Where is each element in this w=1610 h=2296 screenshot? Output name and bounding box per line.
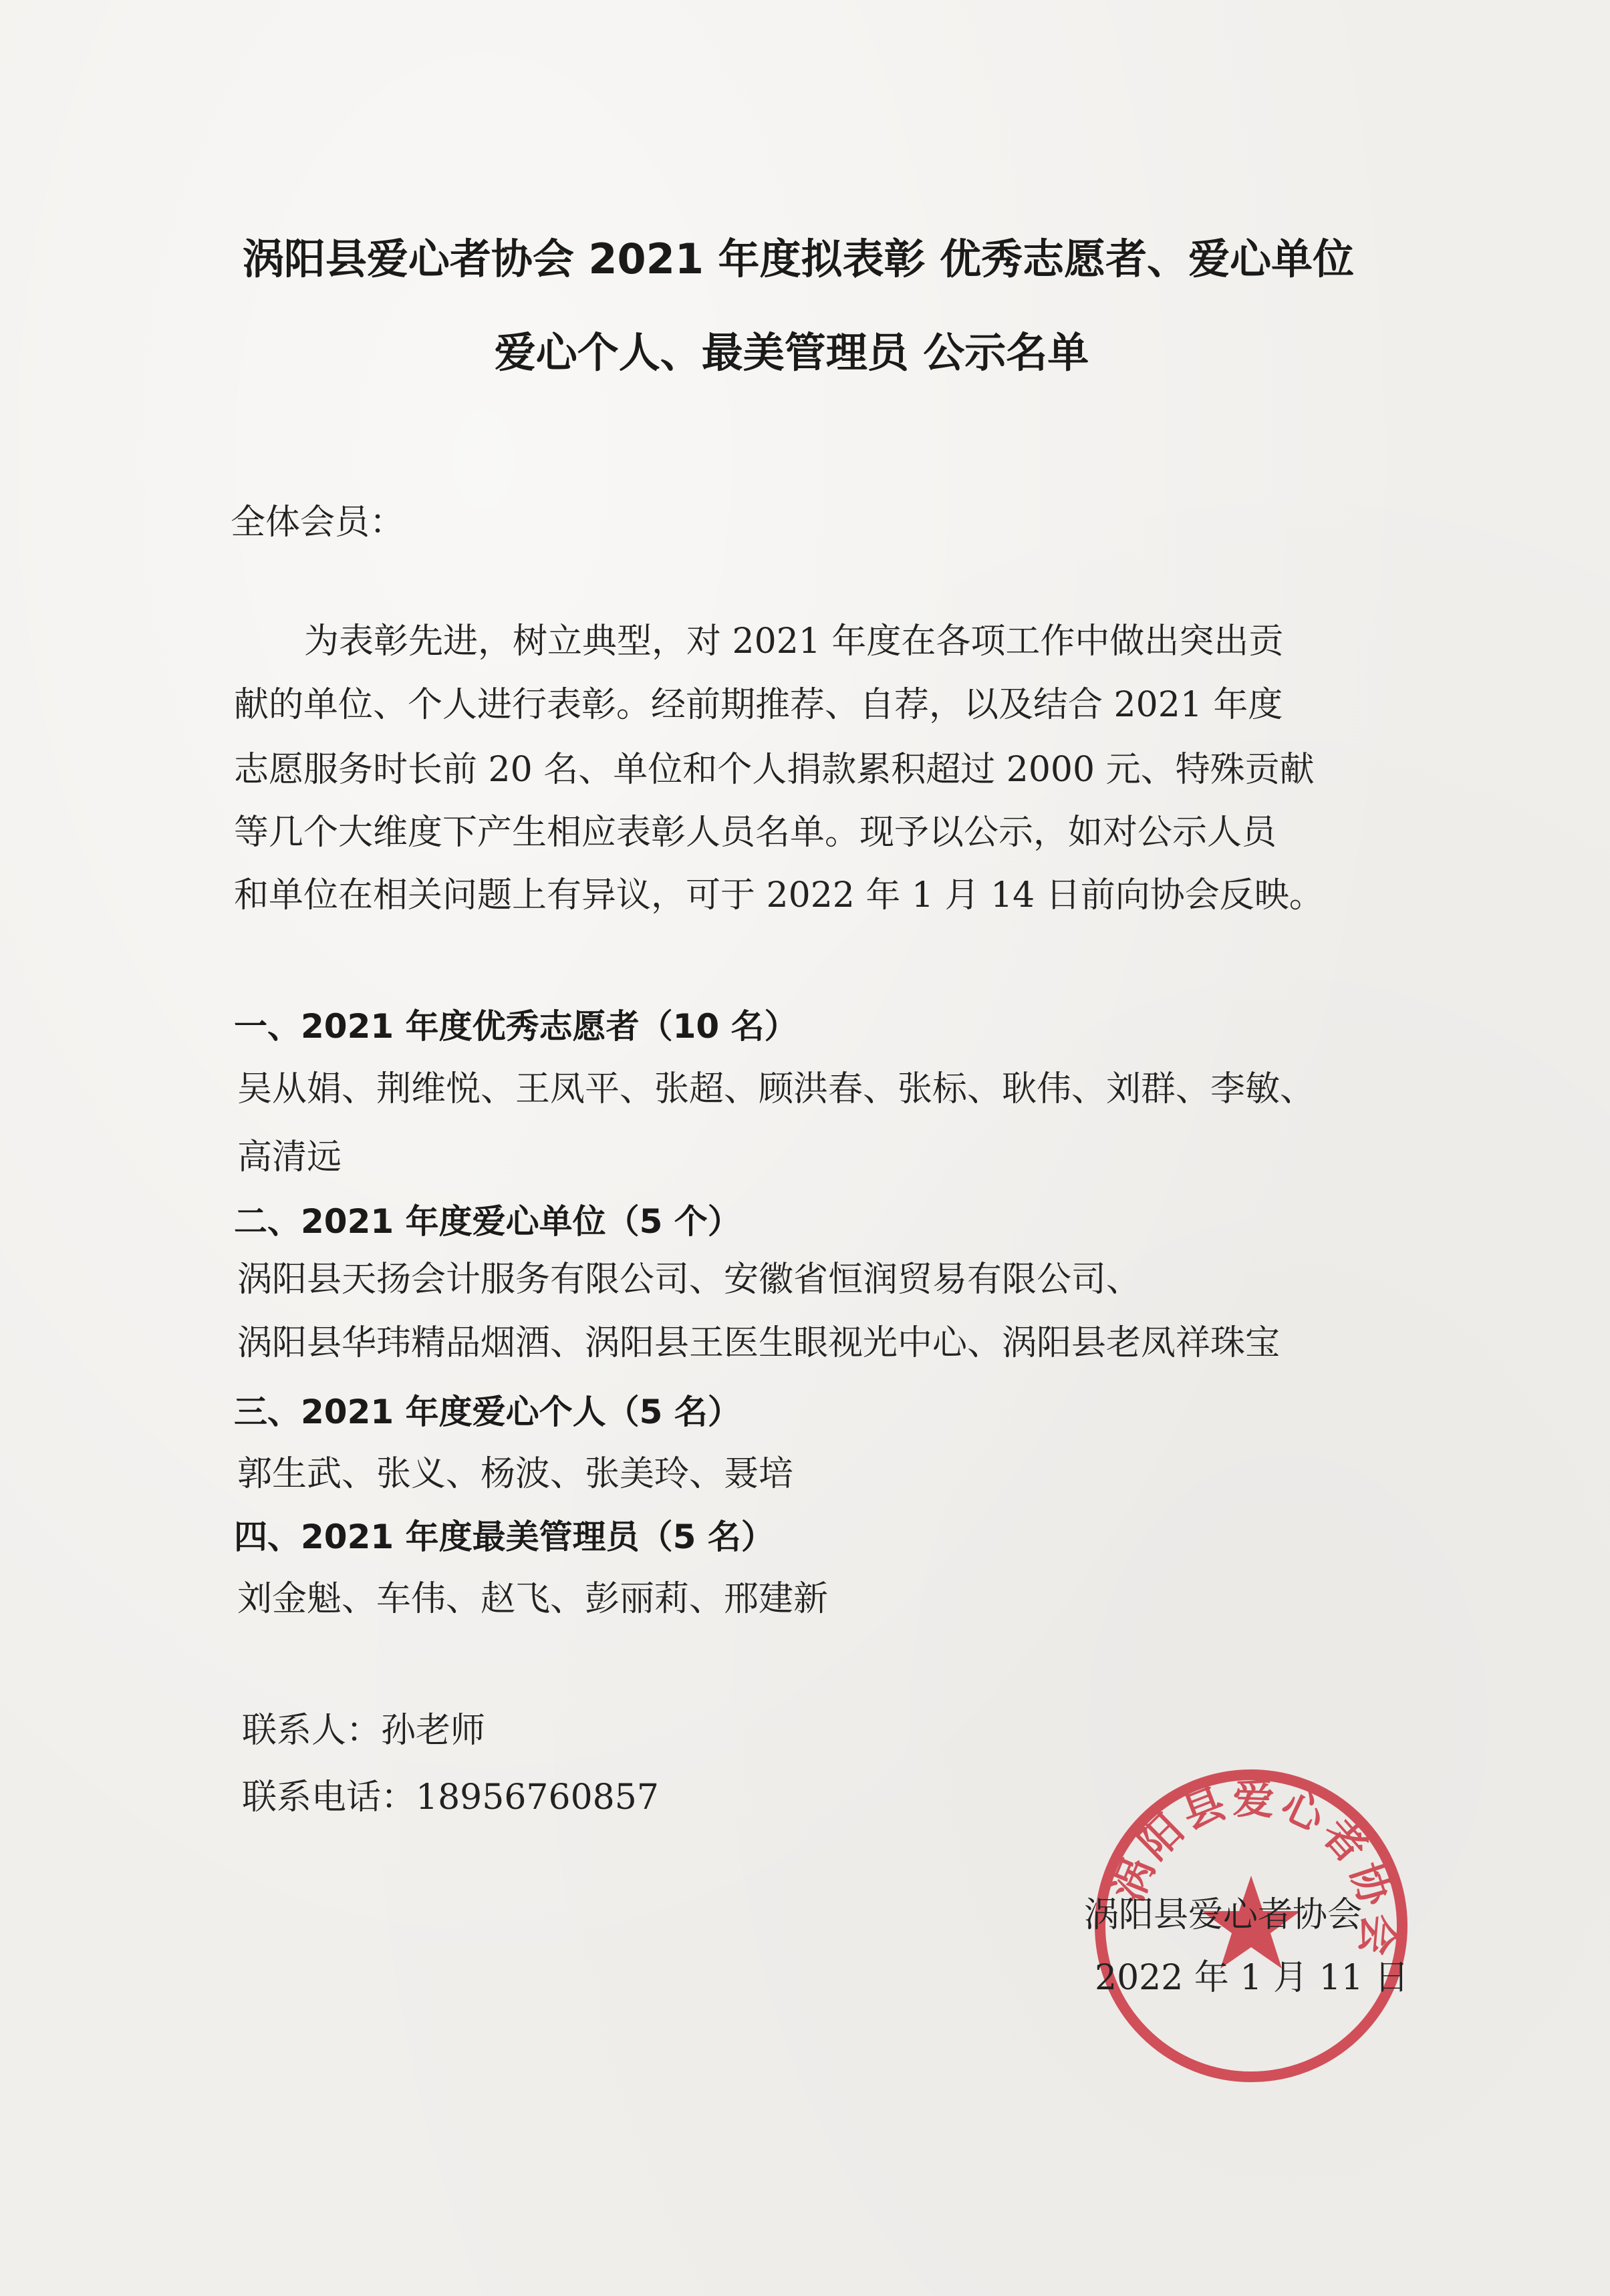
units-list-line: 涡阳县天扬会计服务有限公司、安徽省恒润贸易有限公司、 [237,1260,1142,1300]
paragraph-line: 志愿服务时长前 20 名、单位和个人捐款累积超过 2000 元、特殊贡献 [234,750,1315,790]
volunteers-list-line: 吴从娟、荆维悦、王凤平、张超、顾洪春、张标、耿伟、刘群、李敏、 [237,1069,1315,1109]
paragraph-line: 和单位在相关问题上有异议，可于 2022 年 1 月 14 日前向协会反映。 [234,875,1324,915]
individuals-list-line: 郭生武、张义、杨波、张美玲、聂培 [237,1454,794,1494]
section-heading-managers: 四、2021 年度最美管理员（5 名） [234,1518,775,1556]
contact-phone: 联系电话：18956760857 [242,1777,659,1818]
section-heading-units: 二、2021 年度爱心单位（5 个） [234,1202,741,1241]
contact-person: 联系人：孙老师 [242,1711,486,1751]
svg-text:涡阳县爱心者协会: 涡阳县爱心者协会 [1103,1773,1404,1961]
salutation: 全体会员： [231,503,405,543]
document-title-line-2: 爱心个人、最美管理员 公示名单 [494,328,1089,377]
units-list-line: 涡阳县华玮精品烟酒、涡阳县王医生眼视光中心、涡阳县老凤祥珠宝 [237,1323,1281,1363]
paragraph-line: 等几个大维度下产生相应表彰人员名单。现予以公示，如对公示人员 [234,813,1277,853]
paragraph-line: 献的单位、个人进行表彰。经前期推荐、自荐，以及结合 2021 年度 [234,685,1283,725]
paragraph-line: 为表彰先进，树立典型，对 2021 年度在各项工作中做出突出贡 [304,621,1284,662]
managers-list-line: 刘金魁、车伟、赵飞、彭丽莉、邢建新 [237,1579,829,1619]
signature-date: 2022 年 1 月 11 日 [1095,1958,1410,1998]
section-heading-volunteers: 一、2021 年度优秀志愿者（10 名） [234,1007,798,1046]
volunteers-list-line: 高清远 [237,1137,342,1177]
signature-organization: 涡阳县爱心者协会 [1084,1895,1363,1935]
document-title-line-1: 涡阳县爱心者协会 2021 年度拟表彰 优秀志愿者、爱心单位 [242,235,1355,283]
section-heading-individuals: 三、2021 年度爱心个人（5 名） [234,1393,741,1431]
